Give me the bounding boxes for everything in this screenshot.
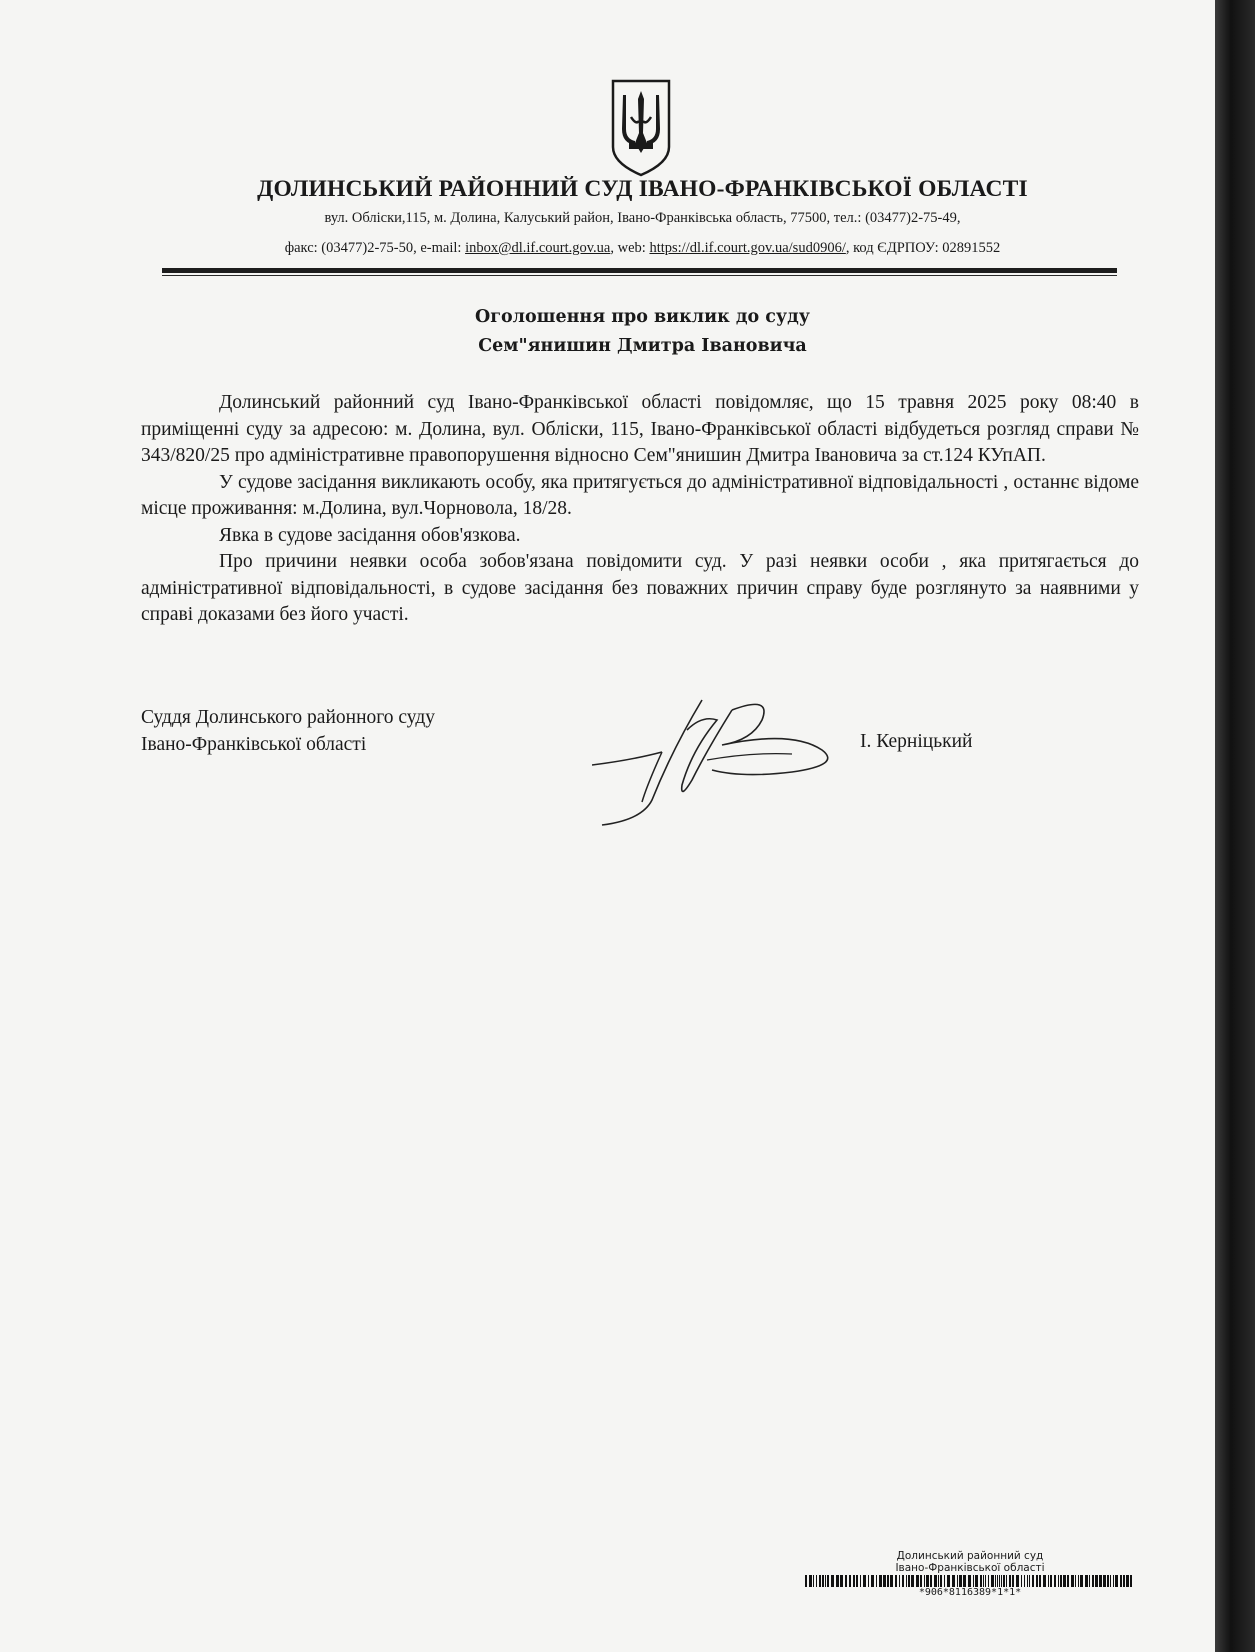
barcode-bar <box>995 1575 996 1587</box>
barcode-bar <box>899 1575 900 1587</box>
barcode-bar <box>813 1575 814 1587</box>
barcode-bar <box>871 1575 874 1587</box>
barcode-bar <box>845 1575 847 1587</box>
barcode-bar <box>890 1575 893 1587</box>
edrpou-code: , код ЄДРПОУ: 02891552 <box>845 240 1001 256</box>
barcode-bar <box>911 1575 914 1587</box>
barcode-bar <box>959 1575 962 1587</box>
barcode-bar <box>1099 1575 1102 1587</box>
barcode-bar <box>863 1575 866 1587</box>
barcode-bar <box>860 1575 861 1587</box>
barcode-bar <box>1067 1575 1069 1587</box>
barcode-bar <box>920 1575 922 1587</box>
barcode-bar <box>819 1575 821 1587</box>
barcode-bar <box>1089 1575 1090 1587</box>
court-address: вул. Обліски,115, м. Долина, Калуський район, Івано-Франківська область, 77500, тел.: (03477)2-75-49, <box>324 210 961 226</box>
barcode-bar <box>1126 1575 1129 1587</box>
barcode-bar <box>1120 1575 1122 1587</box>
barcode-bar <box>1092 1575 1094 1587</box>
barcode-bar <box>879 1575 882 1587</box>
barcode-bar <box>997 1575 998 1587</box>
barcode-bar <box>883 1575 886 1587</box>
barcode-bar <box>975 1575 978 1587</box>
stamp-court-name: Долинський районний суд <box>896 1550 1044 1562</box>
barcode-bar <box>1095 1575 1098 1587</box>
registration-stamp <box>805 1550 1135 1599</box>
barcode-bar <box>1060 1575 1062 1587</box>
barcode-bar <box>887 1575 889 1587</box>
barcode-bar <box>849 1575 851 1587</box>
judge-title-line: Суддя Долинського районного суду <box>141 707 435 728</box>
barcode-bar <box>1003 1575 1005 1587</box>
barcode-bar <box>1009 1575 1011 1587</box>
barcode-bar <box>973 1575 974 1587</box>
barcode-bar <box>908 1575 910 1587</box>
barcode-bar <box>983 1575 984 1587</box>
barcode-bar <box>1050 1575 1052 1587</box>
barcode-bar <box>1036 1575 1038 1587</box>
barcode-bar <box>906 1575 907 1587</box>
barcode-bar <box>1006 1575 1007 1587</box>
judge-title-line: Івано-Франківської області <box>141 734 367 755</box>
barcode-bar <box>805 1575 807 1587</box>
barcode-bar <box>930 1575 932 1587</box>
barcode-bar <box>916 1575 919 1587</box>
barcode-bar <box>876 1575 877 1587</box>
barcode-bar <box>856 1575 858 1587</box>
barcode-bar <box>963 1575 966 1587</box>
barcode-bar <box>957 1575 958 1587</box>
barcode-bar <box>1110 1575 1111 1587</box>
court-contacts <box>0 240 1255 257</box>
header-divider-thin <box>162 275 1117 276</box>
notice-paragraph: Явка в судове засідання обов'язкова. <box>219 524 521 546</box>
web-label: , web: <box>610 240 650 256</box>
barcode-bar <box>1078 1575 1079 1587</box>
notice-subject: Сем"янишин Дмитра Івановича <box>478 336 807 356</box>
barcode-bar <box>999 1575 1000 1587</box>
barcode-bar <box>952 1575 955 1587</box>
barcode-bar <box>980 1575 982 1587</box>
barcode-bar <box>1071 1575 1074 1587</box>
judge-name: І. Керніцький <box>860 731 973 752</box>
barcode-bar <box>944 1575 945 1587</box>
email-link[interactable]: inbox@dl.if.court.gov.ua <box>465 240 611 256</box>
stamp-region: Івано-Франківської області <box>895 1562 1045 1574</box>
barcode-bar <box>934 1575 937 1587</box>
notice-paragraph: Про причини неявки особа зобов'язана повідомити суд. У разі неявки особи , яка притягається до адміністративної відповідальності, в судове засідання без поважних причин справу буде розглянуто за наявними у справі доказами без його участі. <box>141 551 1139 625</box>
court-name: ДОЛИНСЬКИЙ РАЙОННИЙ СУД ІВАНО-ФРАНКІВСЬКОЇ ОБЛАСТІ <box>257 176 1028 202</box>
barcode-bar <box>825 1575 826 1587</box>
barcode-bar <box>1113 1575 1114 1587</box>
barcode-bar <box>1027 1575 1028 1587</box>
barcode-bar <box>1080 1575 1083 1587</box>
barcode-bar <box>988 1575 989 1587</box>
barcode-bar <box>940 1575 942 1587</box>
barcode-bar <box>1103 1575 1106 1587</box>
web-link[interactable]: https://dl.if.court.gov.ua/sud0906/ <box>649 240 846 256</box>
barcode-bar <box>1032 1575 1034 1587</box>
notice-paragraph: У судове засідання викликають особу, яка притягується до адміністративної відповідальності , останнє відоме місце проживання: м.Долина, вул.Чорновола, 18/28. <box>141 471 1139 519</box>
notice-title: Оголошення про виклик до суду <box>474 307 811 327</box>
barcode-bar <box>827 1575 829 1587</box>
barcode-bar <box>895 1575 897 1587</box>
barcode-bar <box>1085 1575 1088 1587</box>
barcode-bar <box>831 1575 834 1587</box>
barcode-bar <box>1063 1575 1066 1587</box>
barcode-bar <box>1039 1575 1041 1587</box>
barcode-bar <box>924 1575 925 1587</box>
stamp-code: *906*8116389*1*1* <box>918 1587 1022 1598</box>
barcode-bar <box>1130 1575 1132 1587</box>
barcode-bar <box>938 1575 939 1587</box>
barcode-bar <box>1115 1575 1118 1587</box>
handwritten-signature <box>592 690 852 830</box>
barcode-bar <box>1029 1575 1030 1587</box>
barcode-bar <box>926 1575 929 1587</box>
barcode-bar <box>809 1575 812 1587</box>
barcode-bar <box>836 1575 839 1587</box>
barcode-bar <box>1058 1575 1059 1587</box>
barcode-bar <box>1001 1575 1002 1587</box>
barcode-bar <box>822 1575 824 1587</box>
barcode-bar <box>1075 1575 1076 1587</box>
barcode-bar <box>853 1575 855 1587</box>
barcode-bar <box>816 1575 817 1587</box>
trident-emblem-icon <box>609 77 673 177</box>
notice-paragraph: Долинський районний суд Івано-Франківської області повідомляє, що 15 травня 2025 року 08:40 в приміщенні суду за адресою: м. Долина, вул. Обліски, 115, Івано-Франківської області відбудеться розгляд справи № 343/820/25 про адміністративне правопорушення відносно Сем"янишин Дмитра Івановича за ст.124 КУпАП. <box>141 392 1139 466</box>
barcode-bar <box>1123 1575 1125 1587</box>
barcode-bar <box>1021 1575 1022 1587</box>
barcode-bar <box>991 1575 994 1587</box>
header-divider <box>162 268 1117 273</box>
barcode-bar <box>1024 1575 1025 1587</box>
barcode-bar <box>1012 1575 1014 1587</box>
barcode <box>805 1575 1135 1587</box>
barcode-bar <box>1054 1575 1056 1587</box>
barcode-bar <box>1016 1575 1019 1587</box>
barcode-bar <box>868 1575 869 1587</box>
barcode-bar <box>902 1575 904 1587</box>
barcode-bar <box>1043 1575 1046 1587</box>
scan-edge <box>1215 0 1255 1652</box>
fax-label: факс: (03477)2-75-50, e-mail: <box>284 240 466 256</box>
notice-body <box>141 390 1139 629</box>
barcode-bar <box>968 1575 971 1587</box>
barcode-bar <box>840 1575 843 1587</box>
judge-title <box>141 704 435 758</box>
barcode-bar <box>947 1575 950 1587</box>
barcode-bar <box>1048 1575 1049 1587</box>
barcode-bar <box>985 1575 986 1587</box>
barcode-bar <box>1107 1575 1109 1587</box>
